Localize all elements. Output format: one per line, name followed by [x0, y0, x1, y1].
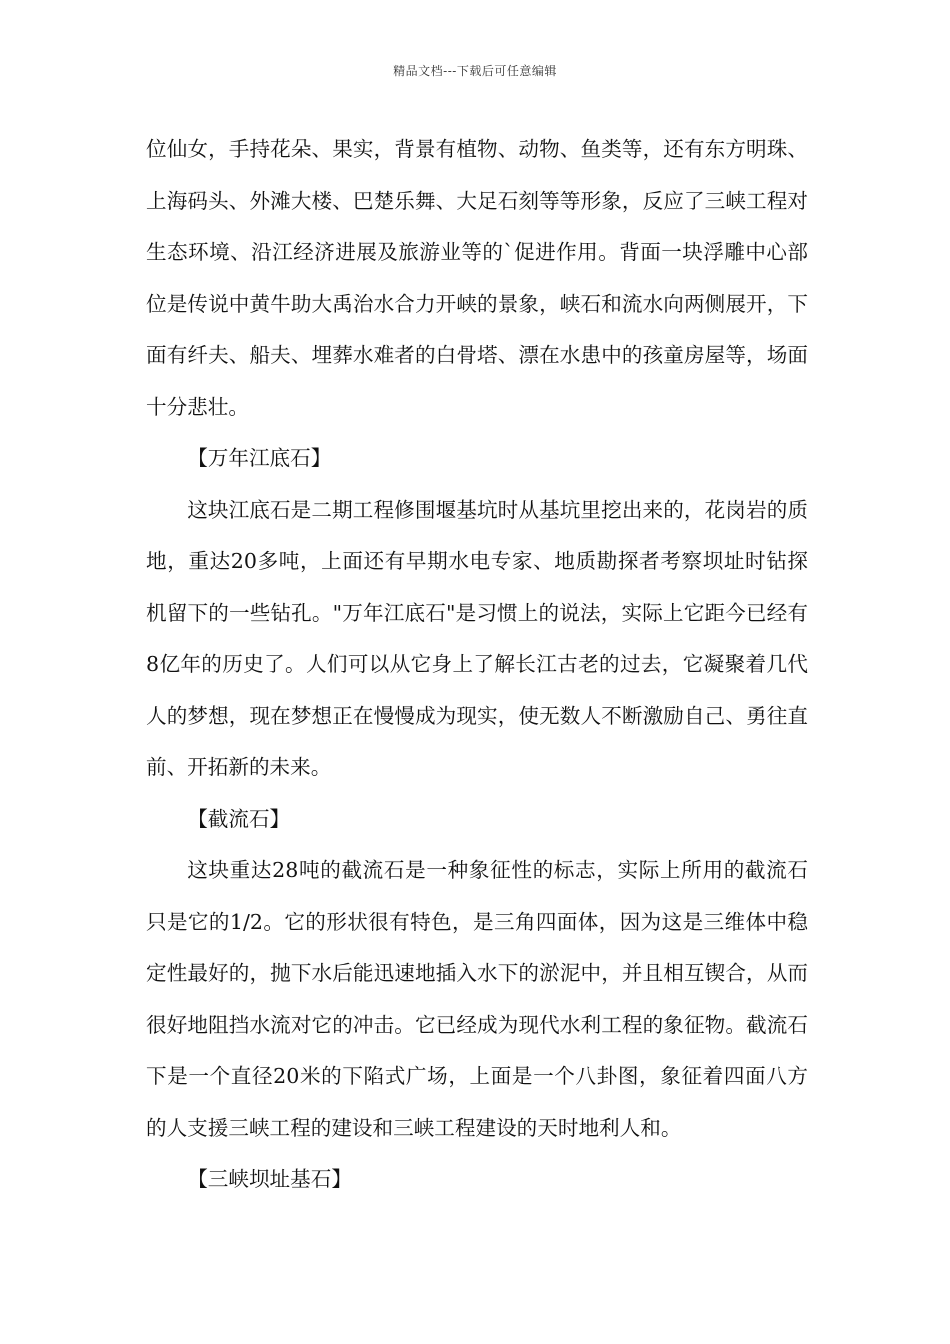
body-paragraph: 这块江底石是二期工程修围堰基坑时从基坑里挖出来的，花岗岩的质地，重达20多吨，上面还有早期水电专家、地质勘探者考察坝址时钻探机留下的一些钻孔。"万年江底石"是习惯上的说法，实际上它距今已经有8亿年的历史了。人们可以从它身上了解长江古老的过去，它凝聚着几代人的梦想，现在梦想正在慢慢成为现实，使无数人不断激励自己、勇往直前、开拓新的未来。 [146, 497, 808, 779]
section-heading: 【三峡坝址基石】 [187, 1167, 352, 1191]
body-paragraph: 这块重达28吨的截流石是一种象征性的标志，实际上所用的截流石只是它的1/2。它的形状很有特色，是三角四面体，因为这是三维体中稳定性最好的，抛下水后能迅速地插入水下的淤泥中，并且相互锲合，从而很好地阻挡水流对它的冲击。它已经成为现代水利工程的象征物。截流石下是一个直径20米的下陷式广场，上面是一个八卦图，象征着四面八方的人支援三峡工程的建设和三峡工程建设的天时地利人和。 [146, 858, 808, 1140]
section-heading: 【万年江底石】 [187, 446, 332, 470]
body-paragraph: 位仙女，手持花朵、果实，背景有植物、动物、鱼类等，还有东方明珠、上海码头、外滩大楼、巴楚乐舞、大足石刻等等形象，反应了三峡工程对生态环境、沿江经济进展及旅游业等的`促进作用。背面一块浮雕中心部位是传说中黄牛助大禹治水合力开峡的景象，峡石和流水向两侧展开，下面有纤夫、船夫、埋葬水难者的白骨塔、漂在水患中的孩童房屋等，场面十分悲壮。 [146, 137, 808, 419]
document-body [146, 124, 808, 1206]
page-header: 精品文档---下载后可任意编辑 [393, 64, 557, 78]
section-heading: 【截流石】 [187, 806, 291, 831]
